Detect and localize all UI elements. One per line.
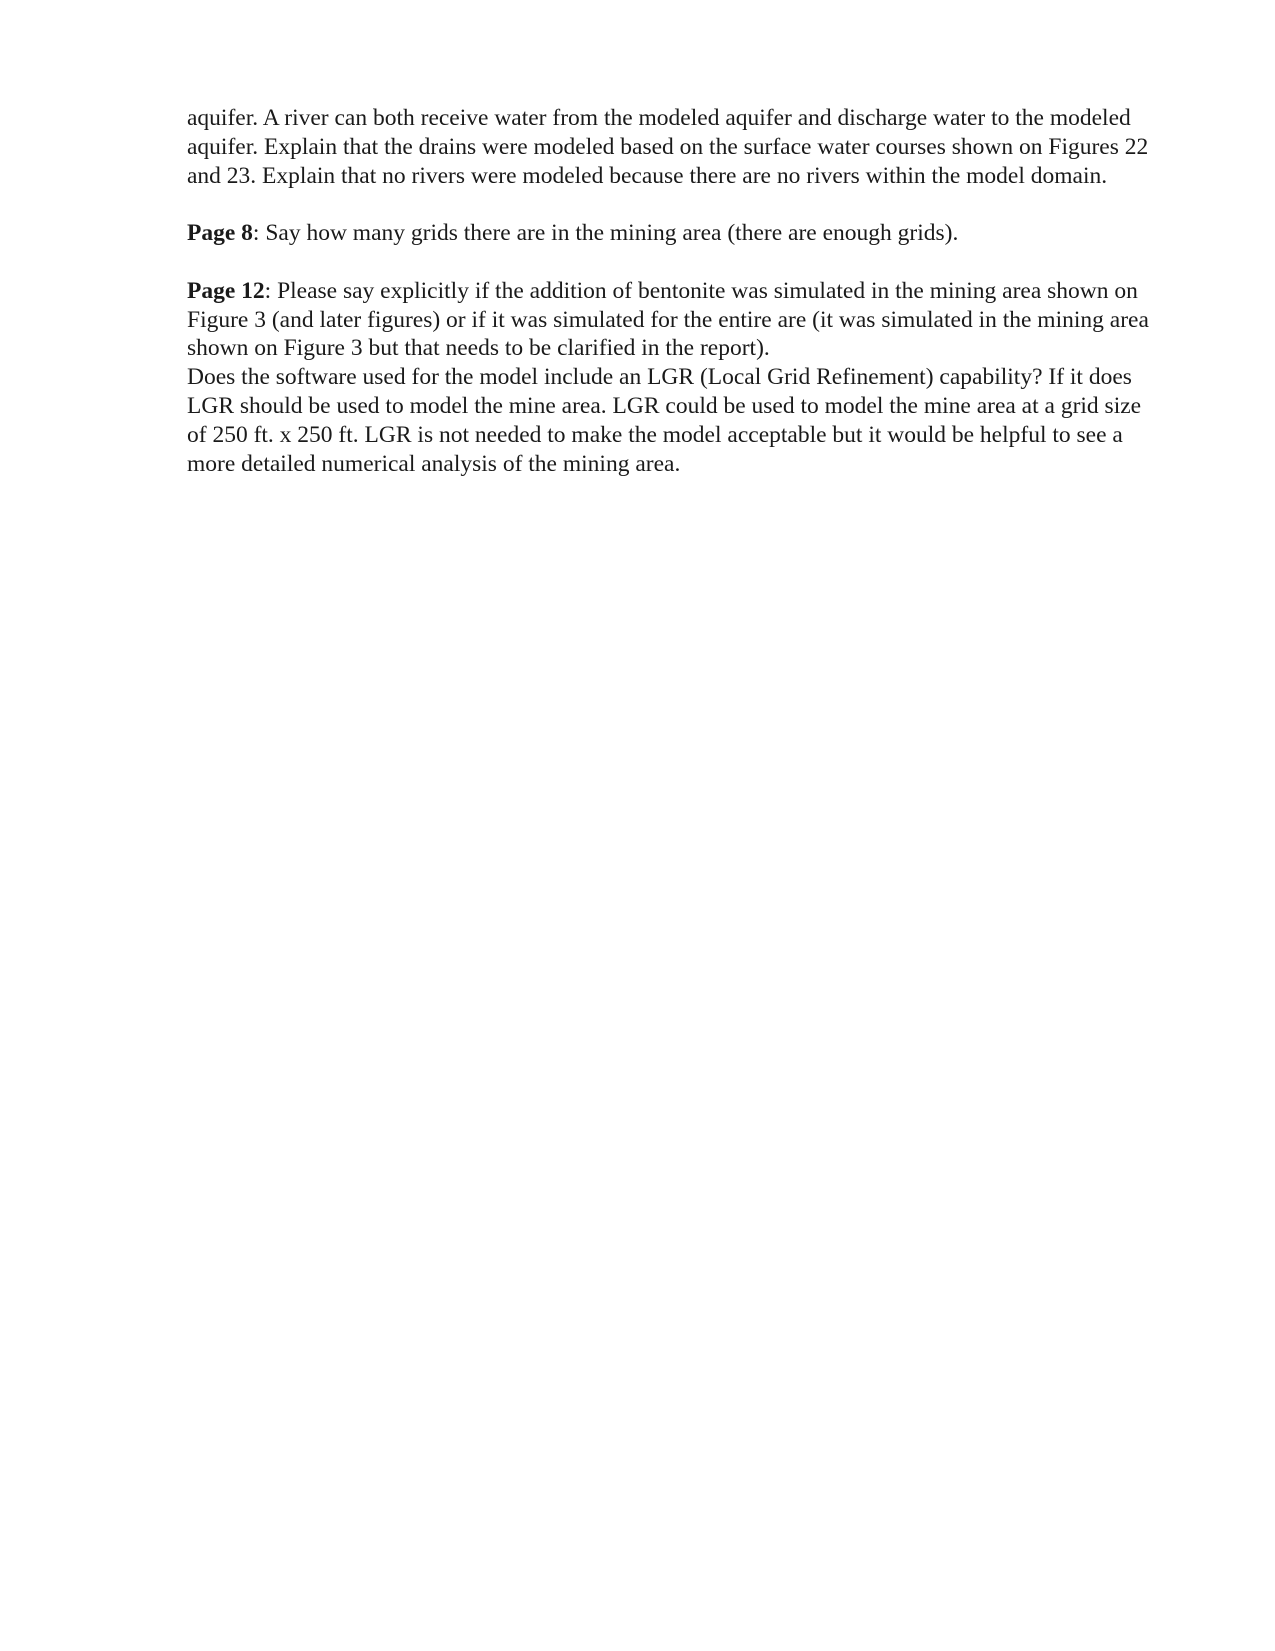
comment-page-12-label: Page 12 [187, 277, 265, 304]
comment-page-12-text: : Please say explicitly if the addition of bentonite was simulated in the mining area shown on Figure 3 (and later figures) or if it was simulated for the entire are (it was simulated in the mining area shown on Figure 3 but that needs to be clarified in the report). [187, 277, 1149, 362]
paragraph-lgr: Does the software used for the model include an LGR (Local Grid Refinement) capability? If it does LGR should be used to model the mine area. LGR could be used to model the mine area at a grid size of 250 ft. x 250 ft. LGR is not needed to make the model acceptable but it would be helpful to see a more detailed numerical analysis of the mining area. [187, 364, 1142, 477]
document-body [187, 104, 1162, 478]
comment-page-8-label: Page 8 [187, 220, 253, 247]
comment-page-12 [187, 277, 1162, 363]
comment-page-8-text: : Say how many grids there are in the mining area (there are enough grids). [252, 220, 959, 247]
comment-page-8 [187, 219, 1162, 248]
paragraph-aquifer-continuation: aquifer. A river can both receive water from the modeled aquifer and discharge water to the modeled aquifer. Explain that the drains were modeled based on the surface water courses shown on Figures 22 and 23. Explain that no rivers were modeled because there are no rivers within the model domain. [187, 105, 1149, 189]
